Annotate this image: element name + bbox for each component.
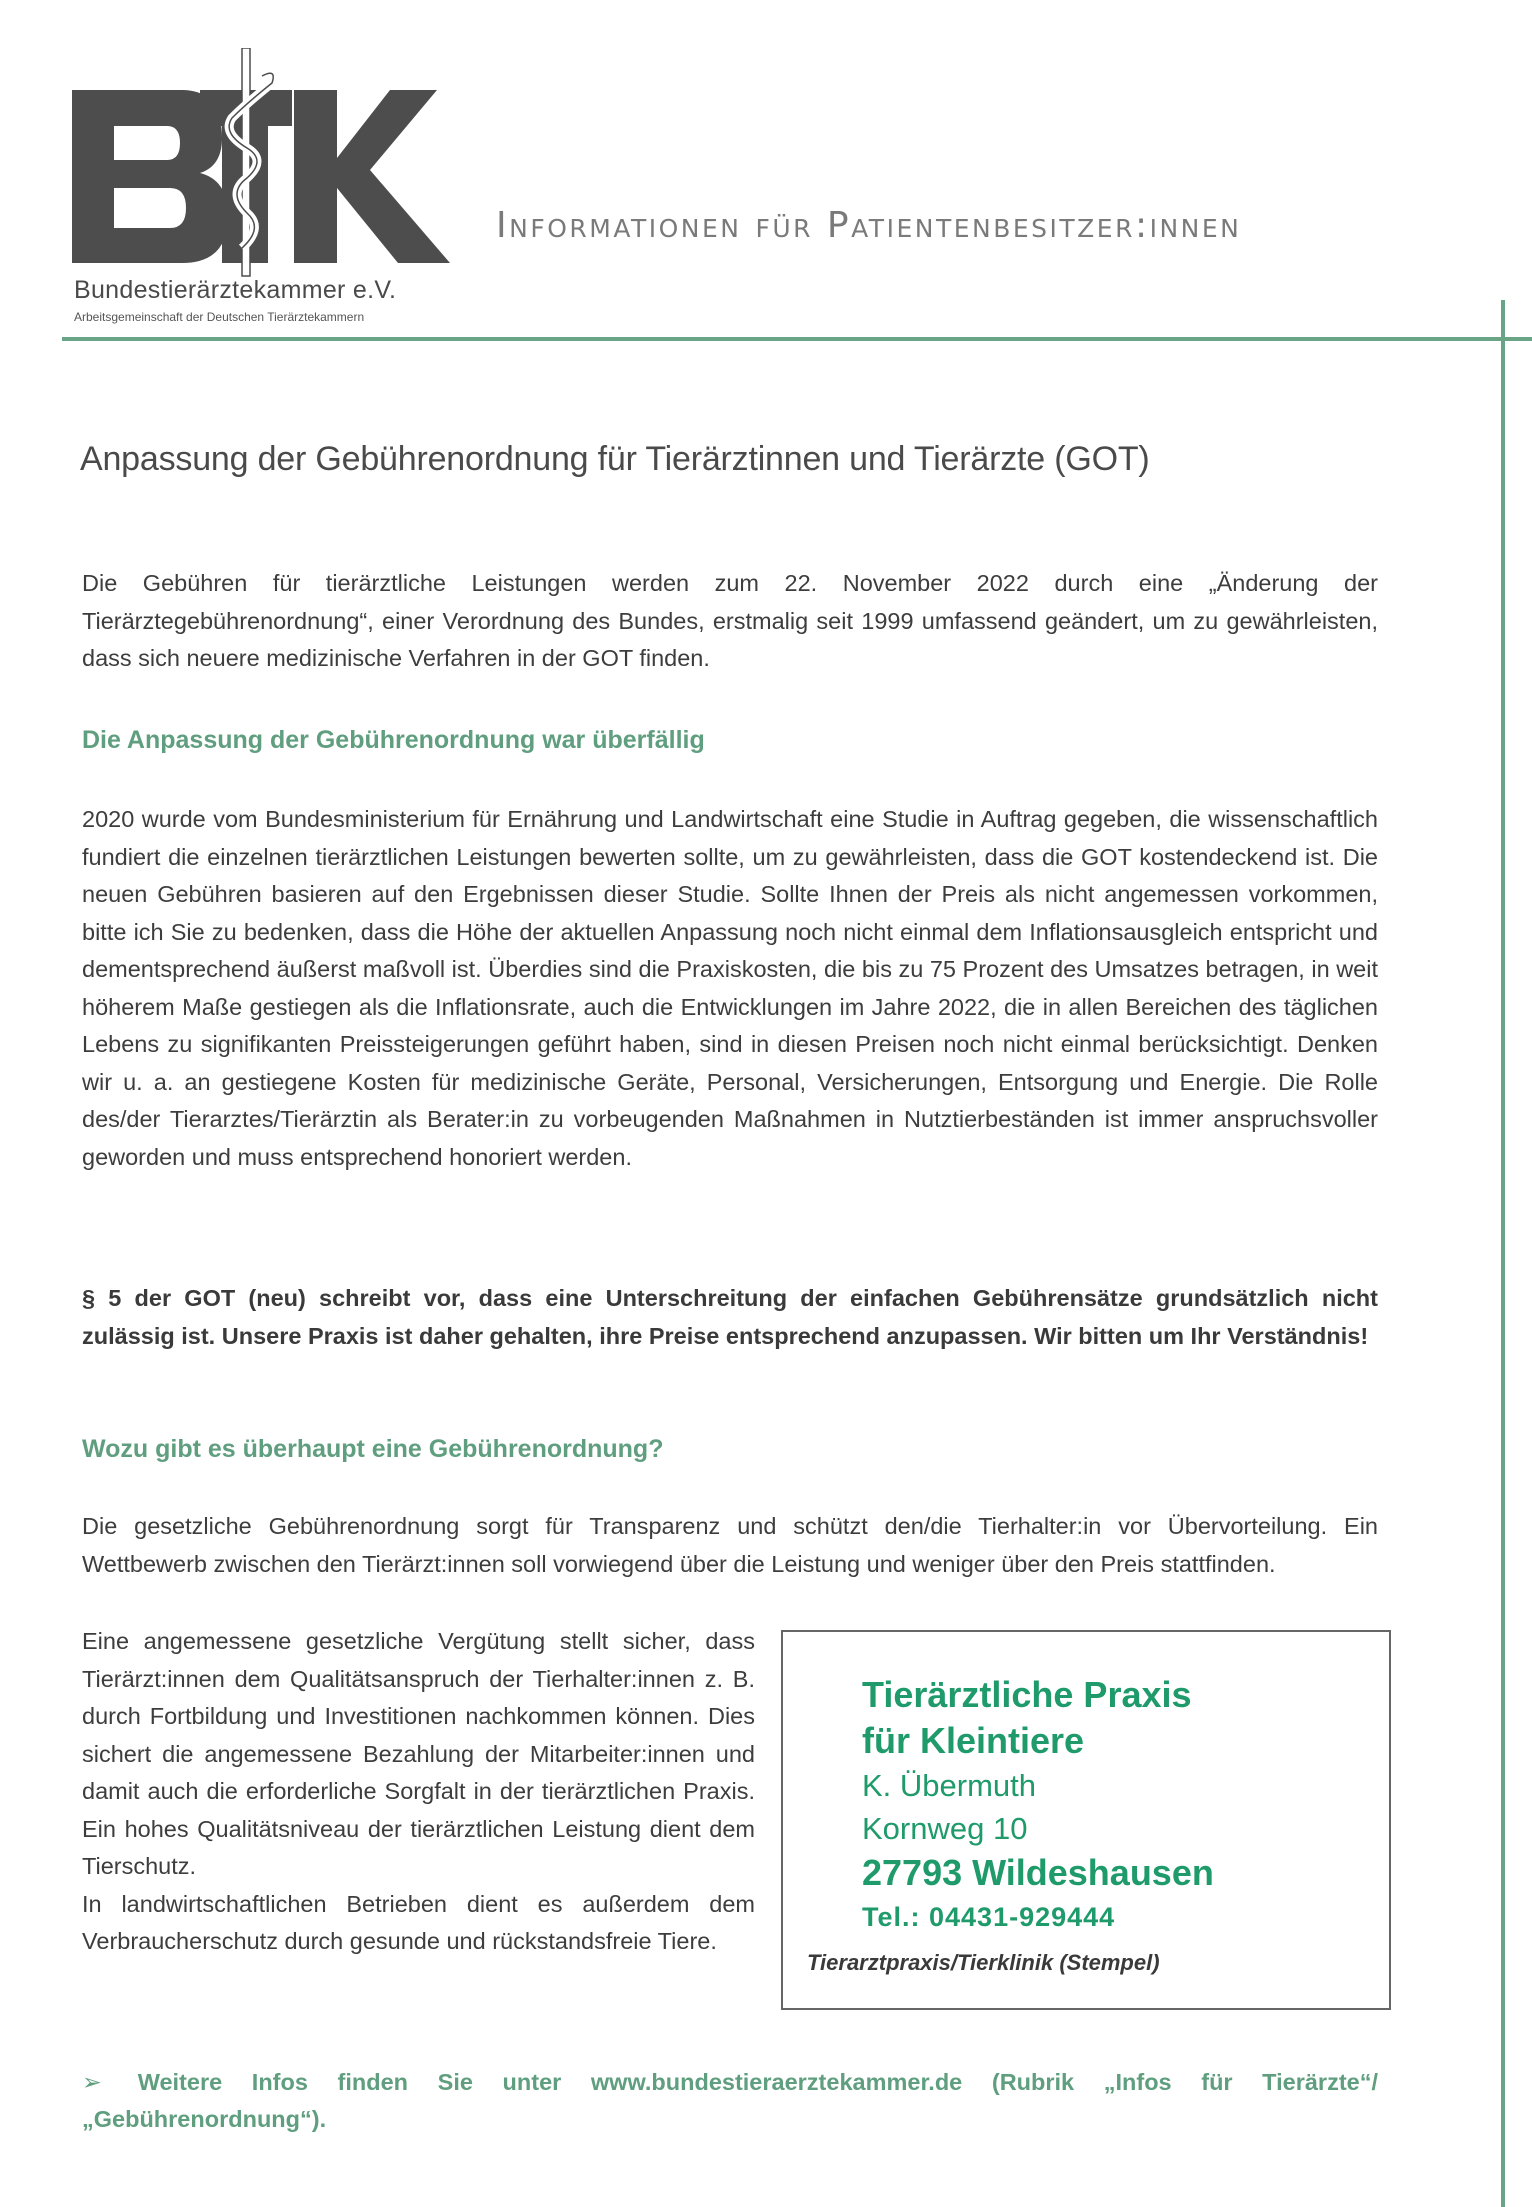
practice-stamp — [862, 1672, 1214, 1938]
legal-notice-bold: § 5 der GOT (neu) schreibt vor, dass eine Unterschreitung der einfachen Gebührensätze grundsätzlich nicht zulässig ist. Unsere Praxis ist daher gehalten, ihre Preise entsprechend anzupassen. Wir bitten um Ihr Verständnis! — [82, 1285, 1378, 1349]
logo-organization-name: Bundestierärztekammer e.V. — [74, 276, 397, 304]
stamp-label: Tierarztpraxis/Tierklinik (Stempel) — [807, 1950, 1160, 1975]
intro-paragraph: Die Gebühren für tierärztliche Leistungen werden zum 22. November 2022 durch eine „Änderung der Tierärztegebührenordnung“, einer Verordnung des Bundes, erstmalig seit 1999 umfassend geändert, um zu gewährleisten, dass sich neuere medizinische Verfahren in der GOT finden. — [82, 570, 1378, 671]
footer-more-info-text: Weitere Infos finden Sie unter www.bundestieraerztekammer.de (Rubrik „Infos für Tierärzte“/„Gebührenordnung“). — [82, 2069, 1378, 2132]
section1-body: 2020 wurde vom Bundesministerium für Ernährung und Landwirtschaft eine Studie in Auftrag gegeben, die wissenschaftlich fundiert die einzelnen tierärztlichen Leistungen bewerten sollte, um zu gewährleisten, dass die GOT kostendeckend ist. Die neuen Gebühren basieren auf den Ergebnissen dieser Studie. Sollte Ihnen der Preis als nicht angemessen vorkommen, bitte ich Sie zu bedenken, dass die Höhe der aktuellen Anpassung noch nicht einmal dem Inflationsausgleich entspricht und dementsprechend äußerst maßvoll ist. Überdies sind die Praxiskosten, die bis zu 75 Prozent des Umsatzes betragen, in weit höherem Maße gestiegen als die Inflationsrate, auch die Entwicklungen im Jahre 2022, die in allen Bereichen des täglichen Lebens zu signifikanten Preissteigerungen geführt haben, sind in diesen Preisen noch nicht einmal berücksichtigt. Denken wir u. a. an gestiegene Kosten für medizinische Geräte, Personal, Versicherungen, Entsorgung und Energie. Die Rolle des/der Tierarztes/Tierärztin als Berater:in zu vorbeugenden Maßnahmen in Nutztierbeständen ist immer anspruchsvoller geworden und muss entsprechend honoriert werden. — [82, 806, 1378, 1170]
header-divider — [62, 337, 1532, 341]
section2-heading: Wozu gibt es überhaupt eine Gebührenordnung? — [82, 1435, 664, 1463]
logo-organization-subtitle: Arbeitsgemeinschaft der Deutschen Tierärztekammern — [74, 310, 365, 324]
stamp-street: Kornweg 10 — [862, 1811, 1028, 1846]
practice-stamp-box — [781, 1630, 1391, 2010]
stamp-phone: Tel.: 04431-929444 — [862, 1902, 1116, 1932]
section1-heading: Die Anpassung der Gebührenordnung war überfällig — [82, 726, 705, 754]
arrow-bullet-icon: ➢ — [82, 2069, 102, 2095]
btk-logo — [72, 48, 452, 338]
stamp-practice-name: Tierärztliche Praxis — [862, 1674, 1192, 1715]
column-paragraph-1: Eine angemessene gesetzliche Vergütung stellt sicher, dass Tierärzt:innen dem Qualitätsanspruch der Tierhalter:innen z. B. durch Fortbildung und Investitionen nachkommen können. Dies sichert die angemessene Bezahlung der Mitarbeiter:innen und damit auch die erforderliche Sorgfalt in der tierärztlichen Praxis. Ein hohes Qualitätsniveau der tierärztlichen Leistung dient dem Tierschutz. — [82, 1628, 755, 1879]
btk-logo-icon — [72, 48, 452, 288]
document-title: Anpassung der Gebührenordnung für Tierärztinnen und Tierärzte (GOT) — [80, 440, 1150, 478]
section2-body: Die gesetzliche Gebührenordnung sorgt für Transparenz und schützt den/die Tierhalter:in vor Übervorteilung. Ein Wettbewerb zwischen den Tierärzt:innen soll vorwiegend über die Leistung und weniger über den Preis stattfinden. — [82, 1513, 1378, 1577]
header-title: Informationen für Patientenbesitzer:innen — [496, 205, 1242, 246]
stamp-city: 27793 Wildeshausen — [862, 1852, 1214, 1893]
section2-column-text — [82, 1623, 755, 1961]
right-margin-line — [1501, 300, 1505, 2207]
stamp-vet-name: K. Übermuth — [862, 1768, 1037, 1803]
stamp-practice-type: für Kleintiere — [862, 1720, 1085, 1761]
footer-more-info — [82, 2064, 1378, 2138]
column-paragraph-2: In landwirtschaftlichen Betrieben dient es außerdem dem Verbraucherschutz durch gesunde und rückstandsfreie Tiere. — [82, 1890, 755, 1954]
